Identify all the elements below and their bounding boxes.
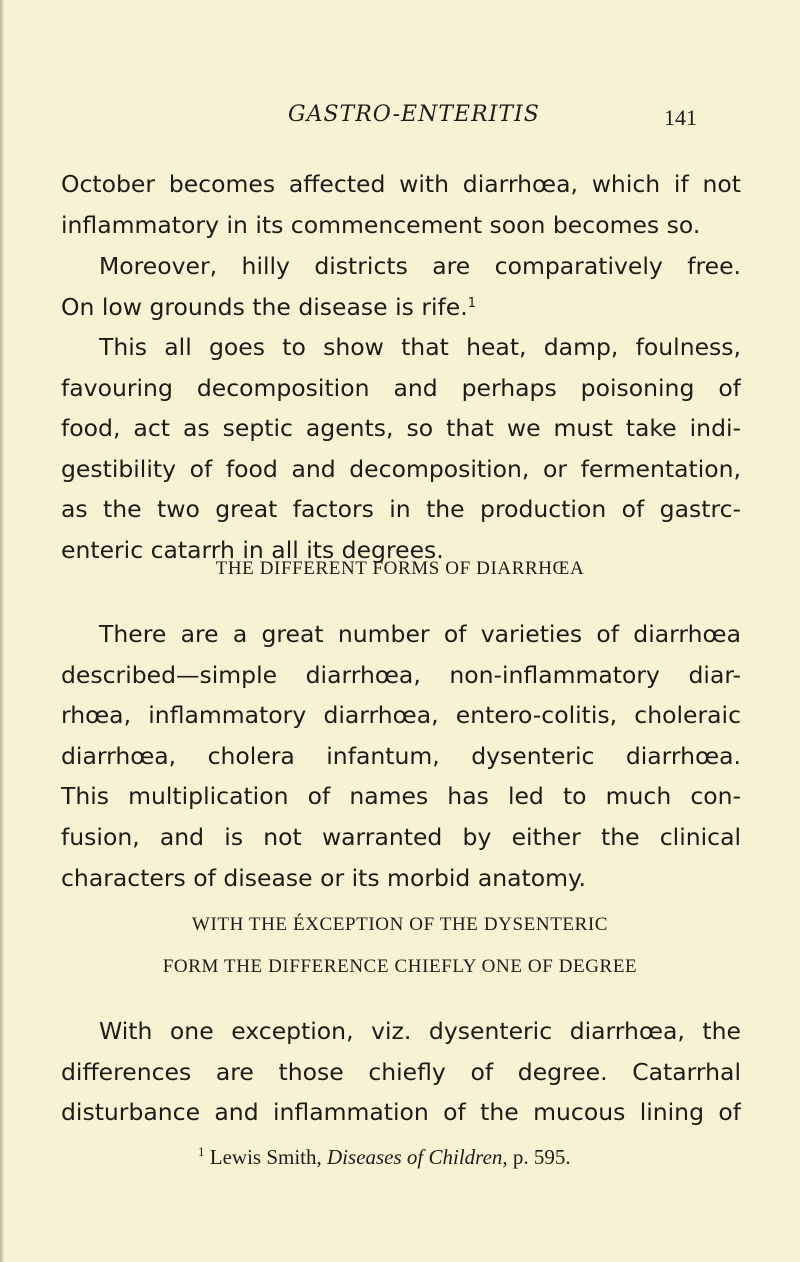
text-line: diarrhœa, cholera infantum, dysenteric diarrhœa. xyxy=(61,741,741,770)
text-line: food, act as septic agents, so that we must take indi- xyxy=(61,414,741,443)
page-edge xyxy=(0,0,4,1262)
section-heading-line-1: WITH THE ÉXCEPTION OF THE DYSENTERIC xyxy=(191,914,609,935)
text-line: This all goes to show that heat, damp, foulness, xyxy=(99,333,741,361)
text-line: fusion, and is not warranted by either the clinical xyxy=(61,822,741,851)
text-line: With one exception, viz. dysenteric diarrhœa, the xyxy=(99,1017,741,1045)
text-line: enteric catarrh in all its degrees. xyxy=(61,535,444,564)
footnote-page: , p. 595. xyxy=(502,1145,571,1169)
section-heading: THE DIFFERENT FORMS OF DIARRHŒA xyxy=(215,558,585,579)
footnote-title: Diseases of Children xyxy=(327,1145,503,1169)
footnote xyxy=(198,1144,571,1170)
text-line: favouring decomposition and perhaps poisoning of xyxy=(61,373,741,402)
paragraph-5 xyxy=(61,1011,741,1133)
footnote-author: Lewis Smith, xyxy=(209,1145,322,1169)
text-line: There are a great number of varieties of diarrhœa xyxy=(99,620,741,648)
text-line-content: On low grounds the disease is rife. xyxy=(61,292,468,321)
text-line: disturbance and inflammation of the mucous lining of xyxy=(61,1098,741,1127)
text-line: described—simple diarrhœa, non-inflammatory diar- xyxy=(61,660,741,689)
text-line: This multiplication of names has led to much con- xyxy=(61,782,741,811)
text-line xyxy=(61,287,741,328)
page-number: 141 xyxy=(664,105,697,130)
text-line: characters of disease or its morbid anatomy. xyxy=(61,863,587,892)
paragraph-3 xyxy=(61,327,741,571)
paragraph-4 xyxy=(61,614,741,898)
paragraph-2 xyxy=(61,246,741,327)
paragraph-1 xyxy=(61,164,741,245)
text-line: Moreover, hilly districts are comparatively free. xyxy=(99,252,741,280)
text-line: rhœa, inflammatory diarrhœa, entero-colitis, choleraic xyxy=(61,701,741,730)
footnote-marker: 1 xyxy=(198,1144,205,1159)
text-line: October becomes affected with diarrhœa, which if not xyxy=(61,170,741,198)
text-line: inflammatory in its commencement soon becomes so. xyxy=(61,210,701,239)
footnote-ref: 1 xyxy=(467,295,476,311)
text-line: as the two great factors in the production of gastrc- xyxy=(61,495,741,524)
text-line: gestibility of food and decomposition, or fermentation, xyxy=(61,454,741,483)
running-title: GASTRO-ENTERITIS xyxy=(288,102,540,127)
section-heading-line-2: FORM THE DIFFERENCE CHIEFLY ONE OF DEGREE xyxy=(162,956,638,977)
text-line: differences are those chiefly of degree. Catarrhal xyxy=(61,1057,741,1086)
running-head xyxy=(0,100,800,134)
